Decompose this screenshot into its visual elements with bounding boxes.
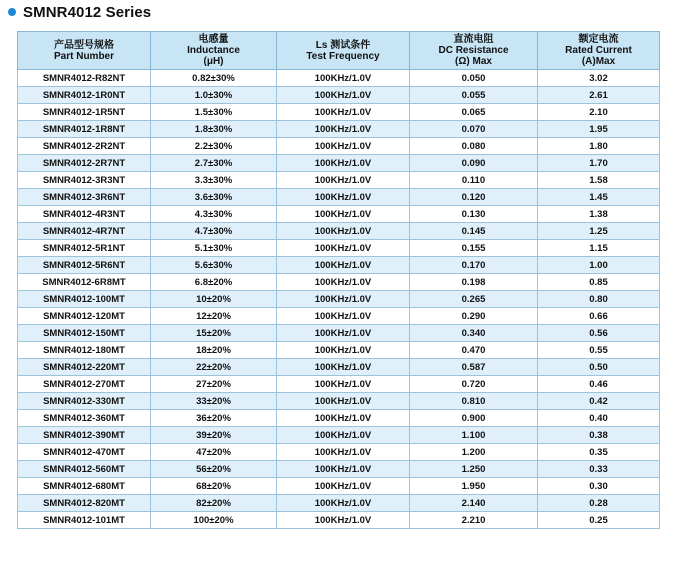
dc-resistance-cell: 0.900	[410, 410, 538, 427]
dc-resistance-cell: 0.050	[410, 70, 538, 87]
dc-resistance-cell: 1.200	[410, 444, 538, 461]
dc-resistance-cell: 0.587	[410, 359, 538, 376]
header-en: Rated Current	[565, 45, 632, 56]
inductance-cell: 2.2±30%	[151, 138, 277, 155]
table-row	[18, 121, 660, 138]
rated-current-cell: 0.66	[538, 308, 660, 325]
inductance-cell: 27±20%	[151, 376, 277, 393]
test-frequency-cell: 100KHz/1.0V	[277, 240, 410, 257]
part-number-cell: SMNR4012-820MT	[18, 495, 151, 512]
header-row	[18, 32, 660, 70]
table-row	[18, 444, 660, 461]
part-number-cell: SMNR4012-2R2NT	[18, 138, 151, 155]
inductance-cell: 3.3±30%	[151, 172, 277, 189]
rated-current-cell: 1.15	[538, 240, 660, 257]
header-cn: 电感量	[198, 34, 229, 45]
rated-current-cell: 0.85	[538, 274, 660, 291]
inductance-cell: 22±20%	[151, 359, 277, 376]
part-number-cell: SMNR4012-220MT	[18, 359, 151, 376]
table-row	[18, 206, 660, 223]
inductance-cell: 1.0±30%	[151, 87, 277, 104]
part-number-cell: SMNR4012-5R6NT	[18, 257, 151, 274]
inductance-cell: 100±20%	[151, 512, 277, 529]
table-row	[18, 70, 660, 87]
dc-resistance-cell: 0.055	[410, 87, 538, 104]
dc-resistance-cell: 0.720	[410, 376, 538, 393]
table-row	[18, 274, 660, 291]
part-number-cell: SMNR4012-560MT	[18, 461, 151, 478]
table-row	[18, 410, 660, 427]
rated-current-cell: 2.10	[538, 104, 660, 121]
spec-table	[17, 31, 660, 529]
test-frequency-cell: 100KHz/1.0V	[277, 274, 410, 291]
part-number-cell: SMNR4012-1R8NT	[18, 121, 151, 138]
header-cn: 额定电流	[578, 34, 619, 45]
test-frequency-cell: 100KHz/1.0V	[277, 291, 410, 308]
table-row	[18, 155, 660, 172]
rated-current-cell: 0.42	[538, 393, 660, 410]
inductance-cell: 4.3±30%	[151, 206, 277, 223]
table-body	[18, 70, 660, 529]
rated-current-cell: 1.80	[538, 138, 660, 155]
part-number-cell: SMNR4012-270MT	[18, 376, 151, 393]
test-frequency-cell: 100KHz/1.0V	[277, 427, 410, 444]
part-number-cell: SMNR4012-4R3NT	[18, 206, 151, 223]
dc-resistance-cell: 0.065	[410, 104, 538, 121]
test-frequency-cell: 100KHz/1.0V	[277, 121, 410, 138]
dc-resistance-cell: 0.810	[410, 393, 538, 410]
table-row	[18, 461, 660, 478]
rated-current-cell: 0.56	[538, 325, 660, 342]
part-number-cell: SMNR4012-3R3NT	[18, 172, 151, 189]
rated-current-cell: 1.58	[538, 172, 660, 189]
dc-resistance-cell: 0.155	[410, 240, 538, 257]
dc-resistance-cell: 2.140	[410, 495, 538, 512]
dc-resistance-cell: 0.080	[410, 138, 538, 155]
rated-current-cell: 0.30	[538, 478, 660, 495]
inductance-cell: 5.6±30%	[151, 257, 277, 274]
part-number-cell: SMNR4012-100MT	[18, 291, 151, 308]
test-frequency-cell: 100KHz/1.0V	[277, 376, 410, 393]
table-row	[18, 376, 660, 393]
table-row	[18, 223, 660, 240]
table-row	[18, 308, 660, 325]
dc-resistance-cell: 0.120	[410, 189, 538, 206]
test-frequency-cell: 100KHz/1.0V	[277, 206, 410, 223]
dc-resistance-cell: 0.340	[410, 325, 538, 342]
dc-resistance-cell: 1.250	[410, 461, 538, 478]
test-frequency-cell: 100KHz/1.0V	[277, 155, 410, 172]
test-frequency-cell: 100KHz/1.0V	[277, 189, 410, 206]
dc-resistance-cell: 1.100	[410, 427, 538, 444]
header-unit: (Ω) Max	[455, 56, 492, 67]
part-number-cell: SMNR4012-1R0NT	[18, 87, 151, 104]
header-dc-resistance	[410, 32, 538, 70]
dc-resistance-cell: 0.290	[410, 308, 538, 325]
inductance-cell: 5.1±30%	[151, 240, 277, 257]
test-frequency-cell: 100KHz/1.0V	[277, 393, 410, 410]
inductance-cell: 15±20%	[151, 325, 277, 342]
table-row	[18, 393, 660, 410]
table-row	[18, 512, 660, 529]
test-frequency-cell: 100KHz/1.0V	[277, 138, 410, 155]
rated-current-cell: 1.70	[538, 155, 660, 172]
inductance-cell: 18±20%	[151, 342, 277, 359]
inductance-cell: 68±20%	[151, 478, 277, 495]
table-row	[18, 359, 660, 376]
header-cn: 产品型号规格	[54, 39, 114, 51]
rated-current-cell: 0.28	[538, 495, 660, 512]
test-frequency-cell: 100KHz/1.0V	[277, 70, 410, 87]
rated-current-cell: 1.38	[538, 206, 660, 223]
inductance-cell: 82±20%	[151, 495, 277, 512]
rated-current-cell: 2.61	[538, 87, 660, 104]
part-number-cell: SMNR4012-3R6NT	[18, 189, 151, 206]
test-frequency-cell: 100KHz/1.0V	[277, 495, 410, 512]
title-row	[8, 2, 151, 22]
rated-current-cell: 1.45	[538, 189, 660, 206]
table-row	[18, 189, 660, 206]
test-frequency-cell: 100KHz/1.0V	[277, 223, 410, 240]
part-number-cell: SMNR4012-330MT	[18, 393, 151, 410]
inductance-cell: 33±20%	[151, 393, 277, 410]
table-row	[18, 104, 660, 121]
part-number-cell: SMNR4012-5R1NT	[18, 240, 151, 257]
table-row	[18, 325, 660, 342]
rated-current-cell: 1.95	[538, 121, 660, 138]
part-number-cell: SMNR4012-101MT	[18, 512, 151, 529]
test-frequency-cell: 100KHz/1.0V	[277, 478, 410, 495]
rated-current-cell: 0.80	[538, 291, 660, 308]
inductance-cell: 47±20%	[151, 444, 277, 461]
inductance-cell: 10±20%	[151, 291, 277, 308]
test-frequency-cell: 100KHz/1.0V	[277, 444, 410, 461]
test-frequency-cell: 100KHz/1.0V	[277, 410, 410, 427]
part-number-cell: SMNR4012-180MT	[18, 342, 151, 359]
dc-resistance-cell: 0.070	[410, 121, 538, 138]
dc-resistance-cell: 0.110	[410, 172, 538, 189]
dc-resistance-cell: 0.130	[410, 206, 538, 223]
dc-resistance-cell: 2.210	[410, 512, 538, 529]
dc-resistance-cell: 0.145	[410, 223, 538, 240]
test-frequency-cell: 100KHz/1.0V	[277, 359, 410, 376]
bullet-icon	[8, 8, 16, 16]
inductance-cell: 4.7±30%	[151, 223, 277, 240]
inductance-cell: 1.5±30%	[151, 104, 277, 121]
test-frequency-cell: 100KHz/1.0V	[277, 512, 410, 529]
header-en: Test Frequency	[306, 50, 380, 62]
part-number-cell: SMNR4012-360MT	[18, 410, 151, 427]
test-frequency-cell: 100KHz/1.0V	[277, 308, 410, 325]
inductance-cell: 3.6±30%	[151, 189, 277, 206]
part-number-cell: SMNR4012-680MT	[18, 478, 151, 495]
dc-resistance-cell: 0.170	[410, 257, 538, 274]
table-row	[18, 87, 660, 104]
header-cn: Ls 测试条件	[315, 39, 371, 51]
test-frequency-cell: 100KHz/1.0V	[277, 342, 410, 359]
table-row	[18, 240, 660, 257]
test-frequency-cell: 100KHz/1.0V	[277, 172, 410, 189]
inductance-cell: 6.8±20%	[151, 274, 277, 291]
rated-current-cell: 1.00	[538, 257, 660, 274]
part-number-cell: SMNR4012-R82NT	[18, 70, 151, 87]
dc-resistance-cell: 0.198	[410, 274, 538, 291]
rated-current-cell: 1.25	[538, 223, 660, 240]
inductance-cell: 12±20%	[151, 308, 277, 325]
dc-resistance-cell: 1.950	[410, 478, 538, 495]
header-test-frequency	[277, 32, 410, 70]
header-en: Inductance	[187, 45, 240, 56]
inductance-cell: 36±20%	[151, 410, 277, 427]
rated-current-cell: 0.46	[538, 376, 660, 393]
header-inductance	[151, 32, 277, 70]
inductance-cell: 39±20%	[151, 427, 277, 444]
dc-resistance-cell: 0.090	[410, 155, 538, 172]
dc-resistance-cell: 0.470	[410, 342, 538, 359]
inductance-cell: 56±20%	[151, 461, 277, 478]
part-number-cell: SMNR4012-6R8MT	[18, 274, 151, 291]
inductance-cell: 1.8±30%	[151, 121, 277, 138]
part-number-cell: SMNR4012-390MT	[18, 427, 151, 444]
rated-current-cell: 3.02	[538, 70, 660, 87]
page-title: SMNR4012 Series	[23, 3, 152, 21]
test-frequency-cell: 100KHz/1.0V	[277, 257, 410, 274]
test-frequency-cell: 100KHz/1.0V	[277, 87, 410, 104]
table-row	[18, 427, 660, 444]
part-number-cell: SMNR4012-2R7NT	[18, 155, 151, 172]
rated-current-cell: 0.25	[538, 512, 660, 529]
header-unit: (μH)	[203, 56, 224, 67]
rated-current-cell: 0.55	[538, 342, 660, 359]
rated-current-cell: 0.40	[538, 410, 660, 427]
part-number-cell: SMNR4012-1R5NT	[18, 104, 151, 121]
inductance-cell: 2.7±30%	[151, 155, 277, 172]
table-row	[18, 257, 660, 274]
header-unit: (A)Max	[581, 56, 616, 67]
rated-current-cell: 0.38	[538, 427, 660, 444]
rated-current-cell: 0.33	[538, 461, 660, 478]
part-number-cell: SMNR4012-470MT	[18, 444, 151, 461]
header-part-number	[18, 32, 151, 70]
inductance-cell: 0.82±30%	[151, 70, 277, 87]
table-row	[18, 291, 660, 308]
test-frequency-cell: 100KHz/1.0V	[277, 325, 410, 342]
table-row	[18, 342, 660, 359]
rated-current-cell: 0.35	[538, 444, 660, 461]
part-number-cell: SMNR4012-150MT	[18, 325, 151, 342]
header-rated-current	[538, 32, 660, 70]
dc-resistance-cell: 0.265	[410, 291, 538, 308]
header-en: Part Number	[53, 50, 114, 62]
test-frequency-cell: 100KHz/1.0V	[277, 461, 410, 478]
rated-current-cell: 0.50	[538, 359, 660, 376]
header-en: DC Resistance	[438, 45, 509, 56]
table-row	[18, 172, 660, 189]
table-header	[18, 32, 660, 70]
table-row	[18, 495, 660, 512]
test-frequency-cell: 100KHz/1.0V	[277, 104, 410, 121]
part-number-cell: SMNR4012-120MT	[18, 308, 151, 325]
header-cn: 直流电阻	[453, 34, 494, 45]
part-number-cell: SMNR4012-4R7NT	[18, 223, 151, 240]
table-row	[18, 138, 660, 155]
table-row	[18, 478, 660, 495]
